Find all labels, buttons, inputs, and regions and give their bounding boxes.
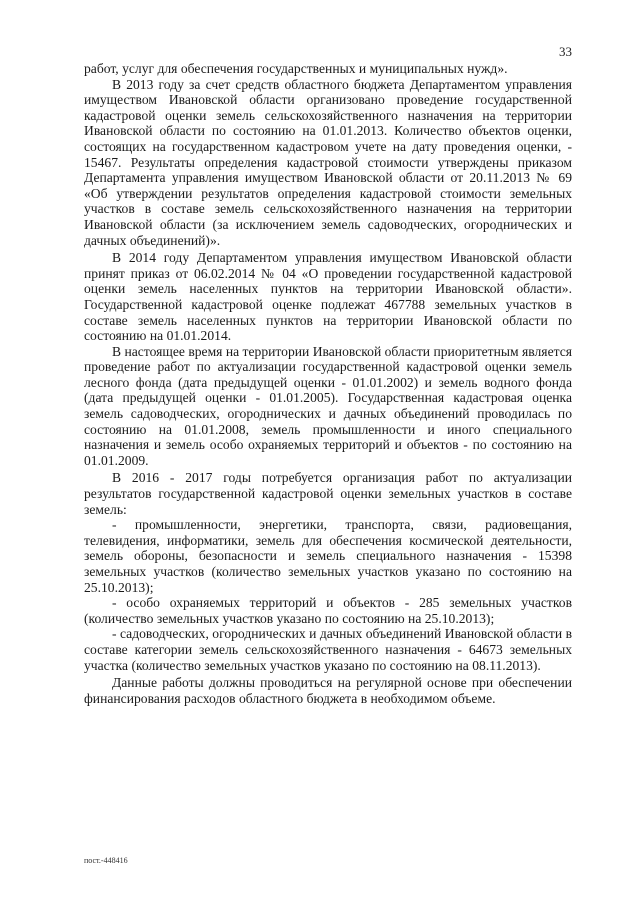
page-number: 33 <box>559 44 572 59</box>
paragraph-2016-2017-plans: В 2016 - 2017 годы потребуется организация работ по актуализации результатов государственной кадастровой оценки земельных участков в составе земель: <box>84 470 572 517</box>
paragraph-2014-settlement-valuation: В 2014 году Департаментом управления имуществом Ивановской области принят приказ от 06.02.2014 № 04 «О проведении государственной кадастровой оценки земель населенных пунктов на территории Ивановской области». Государственной кадастровой оценке подлежат 467788 земельных участков в составе земель населенных пунктов на территории Ивановской области по состоянию на 01.01.2014. <box>84 250 572 344</box>
paragraph-regular-basis: Данные работы должны проводиться на регулярной основе при обеспечении финансирования расходов областного бюджета в необходимом объеме. <box>84 675 572 706</box>
footer-document-code: пост.-448416 <box>84 856 128 865</box>
document-body <box>84 61 572 706</box>
list-item-industry-lands: - промышленности, энергетики, транспорта, связи, радиовещания, телевидения, информатики, земель для обеспечения космической деятельности, земель обороны, безопасности и земель специального назначения - 15398 земельных участков (количество земельных участков указано по состоянию на 25.10.2013); <box>84 517 572 595</box>
paragraph-continuation: работ, услуг для обеспечения государственных и муниципальных нужд». <box>84 61 508 76</box>
list-item-garden-associations: - садоводческих, огороднических и дачных объединений Ивановской области в составе категории земель сельскохозяйственного назначения - 64673 земельных участка (количество земельных участков указано по состоянию на 08.11.2013). <box>84 626 572 673</box>
paragraph-2013-agricultural-valuation: В 2013 году за счет средств областного бюджета Департаментом управления имуществом Ивановской области организовано проведение государственной кадастровой оценки земель сельскохозяйственного назначения на территории Ивановской области по состоянию на 01.01.2013. Количество объектов оценки, состоящих на государственном кадастровом учете на дату проведения оценки, - 15467. Результаты определения кадастровой стоимости утверждены приказом Департамента управления имуществом Ивановской области от 20.11.2013 № 69 «Об утверждении результатов определения кадастровой стоимости земельных участков в составе земель сельскохозяйственного назначения на территории Ивановской области (за исключением земель садоводческих, огороднических и дачных объединений)». <box>84 76 572 248</box>
paragraph-current-priorities: В настоящее время на территории Ивановской области приоритетным является проведение работ по актуализации государственной кадастровой оценки земель лесного фонда (дата предыдущей оценки - 01.01.2002) и земель водного фонда (дата предыдущей оценки - 01.01.2005). Государственная кадастровая оценка земель садоводческих, огороднических и дачных объединений проводилась по состоянию на 01.01.2008, земель промышленности и иного специального назначения и земель особо охраняемых территорий и объектов - по состоянию на 01.01.2009. <box>84 343 572 468</box>
list-item-protected-territories: - особо охраняемых территорий и объектов - 285 земельных участков (количество земельных участков указано по состоянию на 25.10.2013); <box>84 595 572 626</box>
